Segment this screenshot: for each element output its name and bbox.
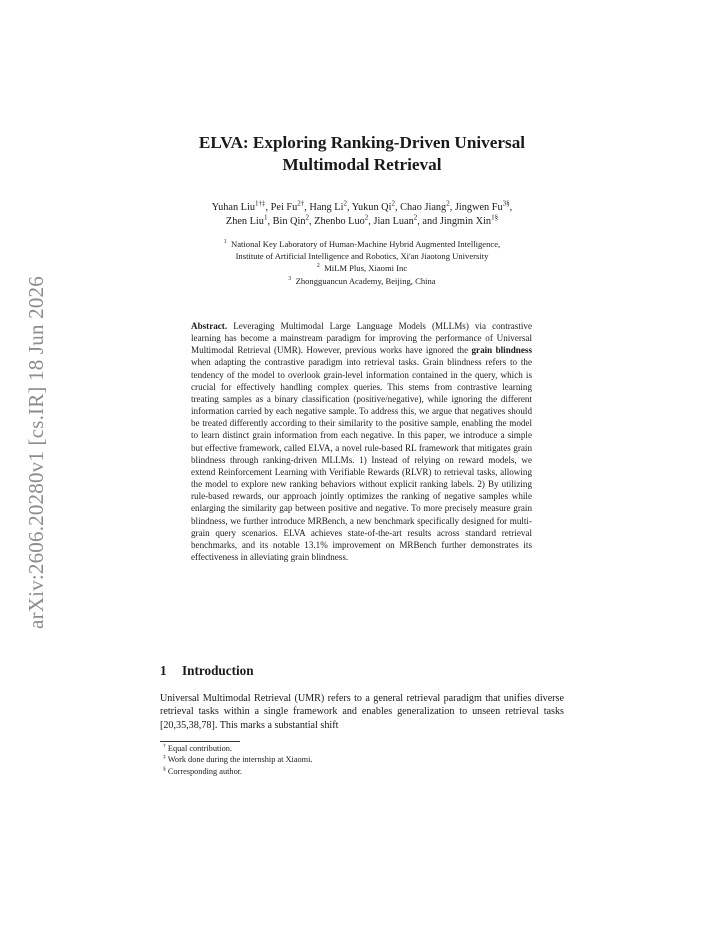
author-name: Zhen Liu bbox=[225, 216, 264, 227]
footnote-mark: † bbox=[163, 743, 166, 750]
author-line-1: Yuhan Liu$^{1\dagger\ddagger}$, Pei $Fu^{2\dagger}$, Hang Li$^2$, Yukun Qi$^2$, Chao Jiang$^2$, Jingwen $Fu^{3\S}$, bbox=[211, 199, 513, 213]
affiliations bbox=[160, 238, 564, 287]
title-line-2: Multimodal Retrieval bbox=[282, 155, 442, 174]
footnote bbox=[160, 754, 564, 765]
affiliation-3 bbox=[160, 275, 564, 287]
abstract bbox=[191, 320, 532, 563]
section-title: Introduction bbox=[182, 663, 254, 678]
author-name: Yukun Qi bbox=[351, 202, 392, 213]
arxiv-identifier-stamp bbox=[16, 262, 56, 642]
affiliation-text: MiLM Plus, Xiaomi Inc bbox=[324, 263, 408, 274]
author-name: Zhenbo Luo bbox=[314, 216, 365, 227]
affiliation-2 bbox=[160, 262, 564, 274]
footnote-text: Work done during the internship at Xiaomi. bbox=[167, 755, 313, 765]
intro-paragraph: Universal Multimodal Retrieval (UMR) refers to a general retrieval paradigm that unifies diverse retrieval tasks within a single framework and enables generalization to unseen retrieval tasks [20,35,38,78]. This marks a substantial shift bbox=[160, 693, 564, 731]
title-line-1: ELVA: Exploring Ranking-Driven Universal bbox=[198, 133, 526, 152]
author-affiliation-mark: 2 bbox=[446, 199, 450, 208]
author-name: Hang Li bbox=[309, 202, 344, 213]
affiliation-mark: 2 bbox=[316, 263, 320, 270]
abstract-label: Abstract. bbox=[191, 321, 228, 331]
abstract-highlight-term: grain blindness bbox=[471, 345, 532, 356]
arxiv-stamp-text: arXiv:2606.20280v1 [cs.IR] 18 Jun 2026 bbox=[23, 275, 48, 629]
author-affiliation-mark: 1 bbox=[263, 213, 268, 222]
affiliation-1-line-2: Institute of Artificial Intelligence and Robotics, Xi'an Jiaotong University bbox=[235, 251, 489, 262]
abstract-text-start: Leveraging Multimodal Large Language Models (MLLMs) via contrastive learning has become a mainstream paradigm for improving the performance of Universal Multimodal Retrieval (UMR). However, previous works have ignored the bbox=[191, 321, 532, 356]
affiliation-text: National Key Laboratory of Human-Machine Hybrid Augmented Intelligence, bbox=[231, 239, 501, 249]
affiliation-text: Zhongguancun Academy, Beijing, China bbox=[295, 275, 436, 286]
affiliation-1-line-1 bbox=[160, 238, 564, 250]
footnote-rule bbox=[160, 741, 240, 742]
author-affiliation-mark: 2 bbox=[391, 199, 395, 208]
author-name: Pei Fu bbox=[270, 202, 298, 213]
author-list bbox=[160, 201, 564, 229]
author-affiliation-mark: 1†‡ bbox=[254, 199, 266, 208]
footnote-text: Equal contribution. bbox=[167, 744, 232, 753]
author-affiliation-mark: 2 bbox=[305, 213, 309, 222]
author-name: Jingmin Xin bbox=[439, 216, 492, 227]
author-line-2: Zhen Liu$^1$, Bin Qin$^2$, Zhenbo Luo$^2$, Jian Luan$^2$, and Jingmin Xin$^{1\S}$ bbox=[225, 213, 499, 227]
paper-title bbox=[160, 132, 564, 176]
author-name: Bin Qin bbox=[272, 216, 306, 227]
author-affiliation-mark: 2 bbox=[343, 199, 347, 208]
author-name: Jian Luan bbox=[373, 216, 414, 227]
footnote bbox=[160, 743, 564, 754]
author-conjunction: and bbox=[422, 216, 438, 227]
abstract-text-end: when adapting the contrastive paradigm into retrieval tasks. Grain blindness refers to the tendency of the model to overlook grain-level information contained in the query, which is crucial for effectively handling complex queries. This stems from contrastive learning treating samples as a binary classification (positive/negative), while ignoring the different information carried by each negative sample. To address this, we argue that negatives should be treated differently according to their similarity to the positive sample, enabling the model to learn distinct grain information from each negative. In this paper, we introduce a simple but effective framework, called ELVA, a novel rule-based RL framework that mitigates grain blindness through ranking-driven MLLMs. 1) Instead of relying on reward models, we extend Reinforcement Learning with Verifiable Rewards (RLVR) to retrieval tasks, allowing the model to explore new ranking behaviors without explicit ranking labels. 2) By utilizing rule-based rewards, our approach jointly optimizes the ranking of negative samples while enlarging the similarity gap between positive and negative. To more precisely measure grain blindness, we further introduce MRBench, a new benchmark specifically designed for multi-grain query scenarios. ELVA achieves state-of-the-art results across standard retrieval benchmarks, and its notable 13.1% improvement on MRBench further demonstrates its effectiveness in alleviating grain blindness. bbox=[191, 357, 532, 562]
author-affiliation-mark: 1§ bbox=[491, 213, 499, 222]
author-affiliation-mark: 3§ bbox=[502, 199, 510, 208]
affiliation-mark: 1 bbox=[223, 239, 227, 246]
footnote bbox=[160, 766, 564, 777]
footnote-mark: ‡ bbox=[163, 754, 166, 761]
section-heading bbox=[160, 663, 254, 679]
author-affiliation-mark: 2† bbox=[297, 199, 305, 208]
footnote-mark: § bbox=[163, 766, 166, 773]
author-name: Yuhan Liu bbox=[211, 202, 255, 213]
author-name: Jingwen Fu bbox=[454, 202, 503, 213]
author-affiliation-mark: 2 bbox=[413, 213, 418, 222]
author-name: Chao Jiang bbox=[400, 202, 447, 213]
footnote-text: Corresponding author. bbox=[167, 766, 243, 776]
author-affiliation-mark: 2 bbox=[364, 213, 369, 222]
affiliation-mark: 3 bbox=[288, 275, 292, 282]
footnotes bbox=[160, 743, 564, 777]
section-number: 1 bbox=[160, 663, 167, 678]
